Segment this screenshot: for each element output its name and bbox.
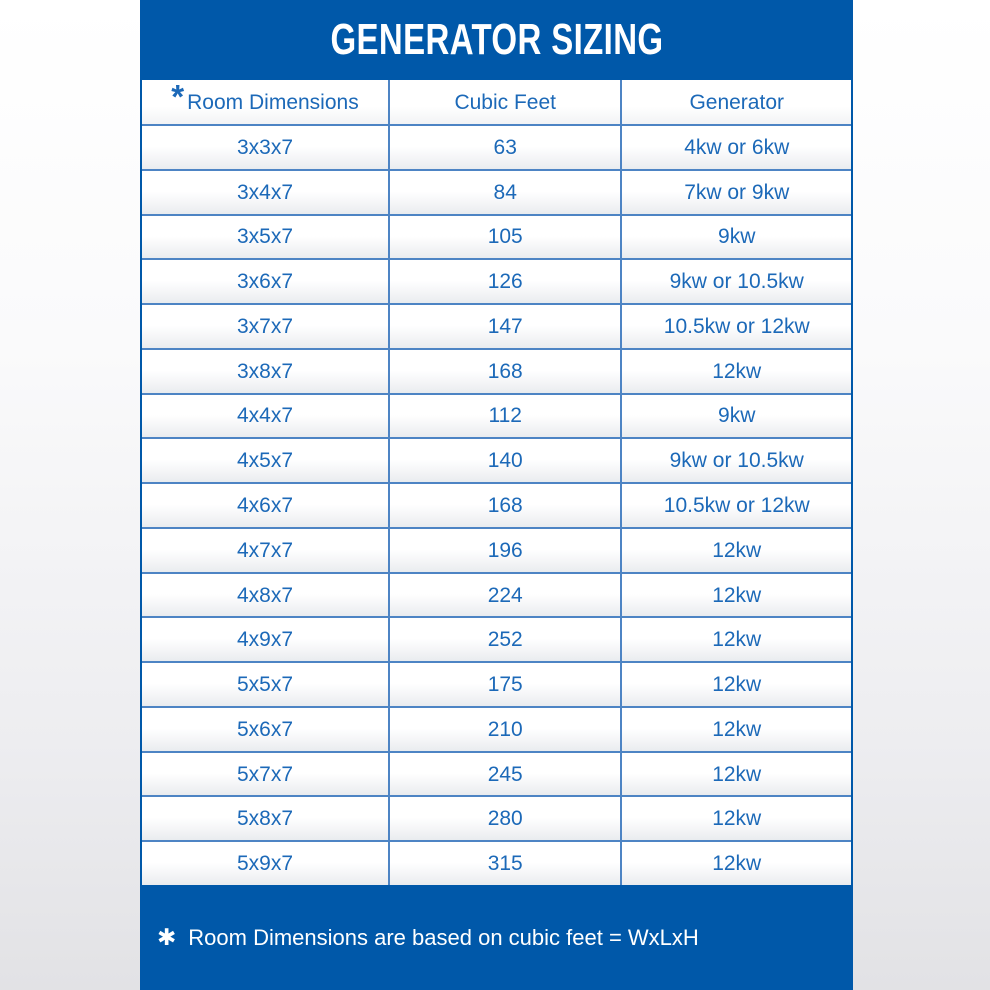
room-dimensions-cell: 4x6x7	[236, 494, 294, 517]
table-row	[142, 214, 851, 259]
generator-cell: 10.5kw or 12kw	[620, 305, 851, 348]
header-cubic-feet: Cubic Feet	[388, 80, 620, 124]
generator-cell: 10.5kw or 12kw	[620, 484, 851, 527]
table-row	[142, 751, 851, 796]
cubic-feet-cell: 140	[388, 439, 620, 482]
table-row	[142, 706, 851, 751]
footnote-asterisk-icon: ✱	[157, 924, 177, 950]
room-dimensions-cell: 3x5x7	[236, 225, 294, 249]
generator-cell: 12kw	[620, 842, 851, 885]
room-dimensions-cell: 4x8x7	[236, 583, 294, 607]
cubic-feet-cell: 168	[388, 484, 620, 527]
cubic-feet-cell: 105	[388, 216, 620, 259]
room-dimensions-cell: 3x4x7	[236, 180, 294, 204]
table-row	[142, 616, 851, 661]
table-row	[142, 840, 851, 885]
generator-cell: 9kw	[620, 216, 851, 259]
cubic-feet-cell: 210	[388, 708, 620, 751]
room-dimensions-cell: 5x5x7	[236, 673, 294, 697]
footnote	[140, 885, 853, 990]
table-row	[142, 795, 851, 840]
table-row	[142, 303, 851, 348]
room-dimensions-cell: 5x8x7	[236, 807, 294, 831]
cubic-feet-cell: 196	[388, 529, 620, 572]
header-room-dimensions	[142, 77, 388, 124]
table-row	[142, 124, 851, 169]
cubic-feet-cell: 252	[388, 618, 620, 661]
asterisk-marker: *	[171, 77, 185, 115]
header-room-dimensions-label: Room Dimensions	[187, 90, 359, 114]
table-row	[142, 572, 851, 617]
room-dimensions-cell: 3x7x7	[236, 314, 294, 338]
room-dimensions-cell: 3x8x7	[236, 359, 294, 383]
generator-cell: 7kw or 9kw	[620, 171, 851, 214]
generator-cell: 12kw	[620, 529, 851, 572]
sizing-table	[142, 77, 851, 885]
room-dimensions-cell: 3x3x7	[236, 135, 294, 159]
room-dimensions-cell: 4x9x7	[236, 628, 294, 652]
room-dimensions-cell: 4x7x7	[236, 538, 294, 562]
cubic-feet-cell: 175	[388, 663, 620, 706]
room-dimensions-cell: 5x6x7	[236, 717, 294, 741]
table-row	[142, 258, 851, 303]
generator-cell: 9kw	[620, 395, 851, 438]
table-row	[142, 437, 851, 482]
generator-cell: 12kw	[620, 708, 851, 751]
page-title: GENERATOR SIZING	[330, 15, 663, 64]
table-row	[142, 527, 851, 572]
table-row	[142, 348, 851, 393]
cubic-feet-cell: 84	[388, 171, 620, 214]
room-dimensions-cell: 4x4x7	[236, 404, 294, 428]
generator-cell: 4kw or 6kw	[620, 126, 851, 169]
header-generator: Generator	[620, 80, 851, 124]
footnote-text: Room Dimensions are based on cubic feet = WxLxH	[188, 924, 699, 950]
cubic-feet-cell: 126	[388, 260, 620, 303]
cubic-feet-cell: 112	[388, 395, 620, 438]
cubic-feet-cell: 168	[388, 350, 620, 393]
cubic-feet-cell: 315	[388, 842, 620, 885]
cubic-feet-cell: 224	[388, 574, 620, 617]
room-dimensions-cell: 5x9x7	[236, 852, 294, 876]
title-band	[140, 0, 853, 80]
generator-cell: 9kw or 10.5kw	[620, 439, 851, 482]
table-row	[142, 393, 851, 438]
table-row	[142, 169, 851, 214]
generator-cell: 12kw	[620, 618, 851, 661]
cubic-feet-cell: 147	[388, 305, 620, 348]
room-dimensions-cell: 3x6x7	[236, 270, 294, 294]
generator-sizing-panel	[140, 0, 853, 990]
generator-cell: 12kw	[620, 574, 851, 617]
room-dimensions-cell: 4x5x7	[236, 449, 294, 473]
generator-cell: 9kw or 10.5kw	[620, 260, 851, 303]
cubic-feet-cell: 280	[388, 797, 620, 840]
cubic-feet-cell: 245	[388, 753, 620, 796]
generator-cell: 12kw	[620, 753, 851, 796]
table-header-row	[142, 77, 851, 124]
table-row	[142, 661, 851, 706]
generator-cell: 12kw	[620, 663, 851, 706]
cubic-feet-cell: 63	[388, 126, 620, 169]
generator-cell: 12kw	[620, 350, 851, 393]
room-dimensions-cell: 5x7x7	[236, 762, 294, 786]
generator-cell: 12kw	[620, 797, 851, 840]
table-row	[142, 482, 851, 527]
